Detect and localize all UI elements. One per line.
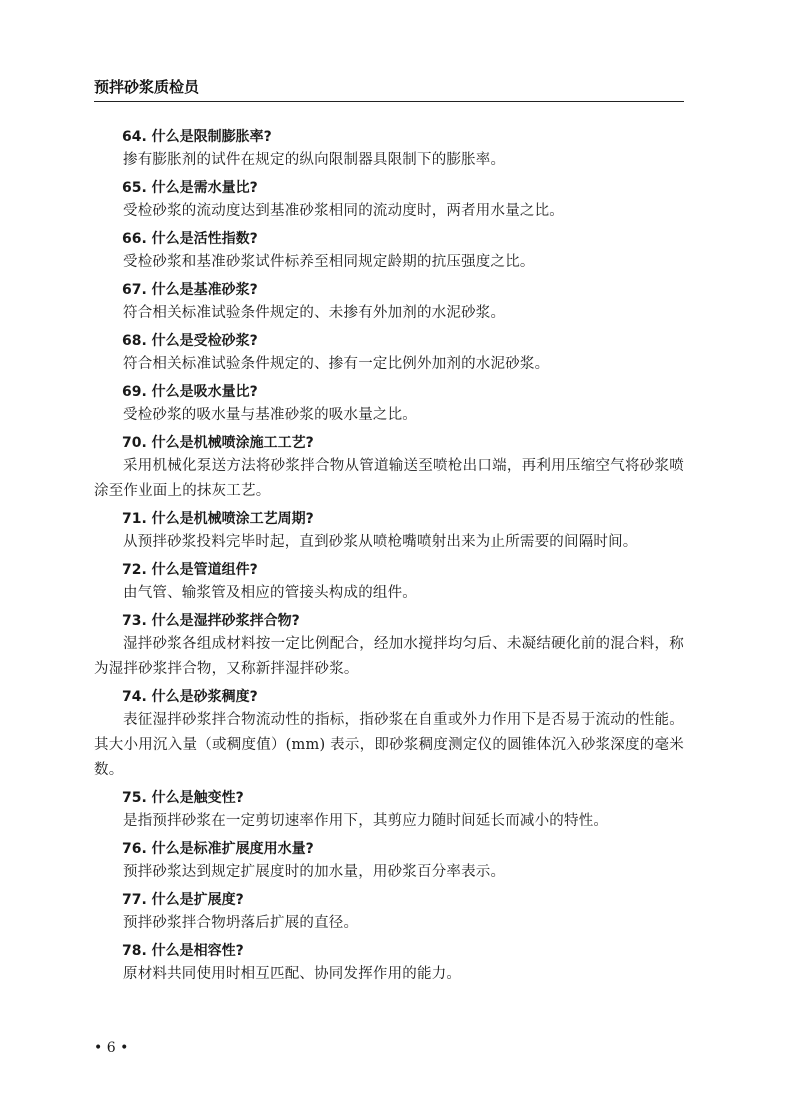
qa-item	[94, 228, 684, 275]
question: 77. 什么是扩展度?	[122, 892, 244, 908]
question: 67. 什么是基准砂浆?	[122, 282, 258, 298]
answer: 是指预拌砂浆在一定剪切速率作用下，其剪应力随时间延长而减小的特性。	[123, 813, 609, 829]
question: 65. 什么是需水量比?	[122, 180, 258, 196]
answer: 符合相关标准试验条件规定的、掺有一定比例外加剂的水泥砂浆。	[123, 356, 550, 372]
qa-item	[94, 838, 684, 885]
question: 74. 什么是砂浆稠度?	[122, 689, 258, 705]
answer: 表征湿拌砂浆拌合物流动性的指标，指砂浆在自重或外力作用下是否易于流动的性能。其大小用沉入量（或稠度值）(mm) 表示，即砂浆稠度测定仪的圆锥体沉入砂浆深度的毫米数。	[94, 712, 684, 778]
answer: 由气管、输浆管及相应的管接头构成的组件。	[123, 585, 417, 601]
answer: 预拌砂浆达到规定扩展度时的加水量，用砂浆百分率表示。	[123, 864, 506, 880]
answer: 受检砂浆的流动度达到基准砂浆相同的流动度时，两者用水量之比。	[123, 203, 564, 219]
question: 69. 什么是吸水量比?	[122, 384, 258, 400]
question: 78. 什么是相容性?	[122, 943, 244, 959]
question: 64. 什么是限制膨胀率?	[122, 129, 272, 145]
question: 70. 什么是机械喷涂施工工艺?	[122, 435, 314, 451]
answer: 符合相关标准试验条件规定的、未掺有外加剂的水泥砂浆。	[123, 305, 506, 321]
answer: 预拌砂浆拌合物坍落后扩展的直径。	[123, 915, 359, 931]
answer: 湿拌砂浆各组成材料按一定比例配合，经加水搅拌均匀后、未凝结硬化前的混合料，称为湿拌砂浆拌合物，又称新拌湿拌砂浆。	[94, 636, 684, 677]
question: 71. 什么是机械喷涂工艺周期?	[122, 511, 314, 527]
answer: 从预拌砂浆投料完毕时起，直到砂浆从喷枪嘴喷射出来为止所需要的间隔时间。	[123, 534, 638, 550]
answer: 原材料共同使用时相互匹配、协同发挥作用的能力。	[123, 966, 462, 982]
answer: 采用机械化泵送方法将砂浆拌合物从管道输送至喷枪出口端，再利用压缩空气将砂浆喷涂至作业面上的抹灰工艺。	[94, 458, 684, 499]
running-header: 预拌砂浆质检员	[94, 78, 200, 96]
qa-list	[94, 122, 684, 991]
question: 68. 什么是受检砂浆?	[122, 333, 258, 349]
question: 75. 什么是触变性?	[122, 790, 244, 806]
answer: 受检砂浆的吸水量与基准砂浆的吸水量之比。	[123, 407, 417, 423]
question: 66. 什么是活性指数?	[122, 231, 258, 247]
question: 76. 什么是标准扩展度用水量?	[122, 841, 314, 857]
qa-item	[94, 279, 684, 326]
qa-item	[94, 330, 684, 377]
question: 73. 什么是湿拌砂浆拌合物?	[122, 613, 300, 629]
qa-item	[94, 126, 684, 173]
qa-item	[94, 559, 684, 606]
header-rule	[94, 101, 684, 102]
qa-item	[94, 686, 684, 783]
answer: 受检砂浆和基准砂浆试件标养至相同规定龄期的抗压强度之比。	[123, 254, 535, 270]
qa-item	[94, 940, 684, 987]
qa-item	[94, 508, 684, 555]
question: 72. 什么是管道组件?	[122, 562, 258, 578]
qa-item	[94, 432, 684, 504]
qa-item	[94, 381, 684, 428]
qa-item	[94, 889, 684, 936]
page-number: • 6 •	[94, 1040, 129, 1056]
qa-item	[94, 787, 684, 834]
qa-item	[94, 610, 684, 682]
answer: 掺有膨胀剂的试件在规定的纵向限制器具限制下的膨胀率。	[123, 152, 506, 168]
qa-item	[94, 177, 684, 224]
